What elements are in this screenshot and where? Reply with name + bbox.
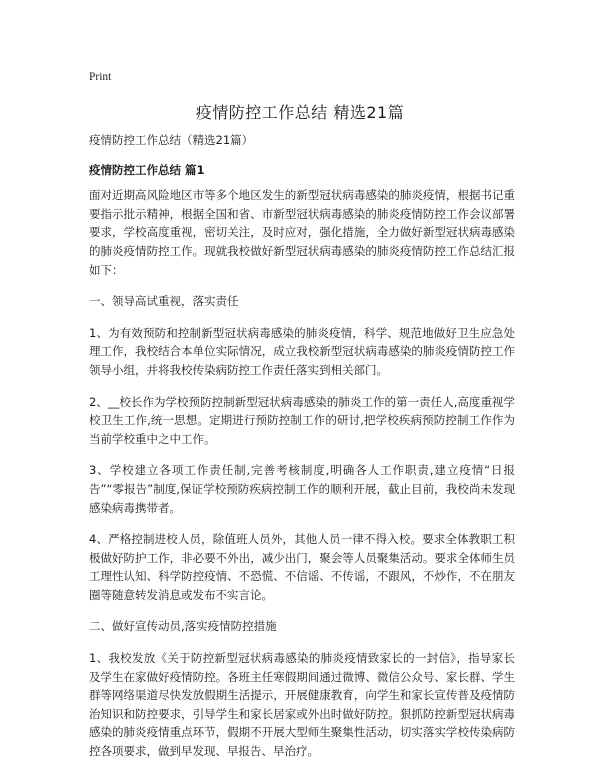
- page-title: 疫情防控工作总结 精选21篇: [195, 103, 405, 122]
- heading-one: 一、领导高试重视，落实责任: [89, 294, 239, 309]
- intro-paragraph: 面对近期高风险地区市等多个地区发生的新型冠状病毒感染的肺炎疫情，根据书记重要指示批示精神，根据全国和省、市新型冠状病毒感染的肺炎疫情防控工作会议部署要求，学校高度重视，密切关注，及时应对，强化措施，全力做好新型冠状病毒感染的肺炎疫情防控工作。现就我校做好新型冠状病毒感染的肺炎疫情防控工作总结汇报如下：: [89, 188, 515, 277]
- paragraph-1-3: 3、学校建立各项工作责任制,完善考核制度,明确各人工作职责,建立疫情“日报告”“零报告”制度,保证学校预防疾病控制工作的顺利开展，截止目前，我校尚未发现感染病毒携带者。: [89, 463, 515, 515]
- paragraph-1-4: 4、严格控制进校人员，除值班人员外，其他人员一律不得入校。要求全体教职工积极做好防护工作，非必要不外出，减少出门，聚会等人员聚集活动。要求全体师生员工理性认知、科学防控疫情、不恐慌、不信谣、不传谣，不跟风，不炒作，不在朋友圈等随意转发消息或发布不实言论。: [89, 532, 515, 602]
- document-subtitle: 疫情防控工作总结（精选21篇）: [89, 133, 254, 147]
- paragraph-1-2: 2、__校长作为学校预防控制新型冠状病毒感染的肺炎工作的第一责任人,高度重视学校卫生工作,统一思想。定期进行预防控制工作的研讨,把学校疾病预防控制工作作为当前学校重中之中工作。: [89, 394, 515, 446]
- paragraph-2-1: 1、我校发放《关于防控新型冠状病毒感染的肺炎疫情致家长的一封信》，指导家长及学生在家做好疫情防控。各班主任寒假期间通过微博、微信公众号、家长群、学生群等网络渠道尽快发放假期生活提示，开展健康教育，向学生和家长宣传普及疫情防治知识和防控要求，引导学生和家长居家或外出时做好防控。狠抓防控新型冠状病毒感染的肺炎疫情重点环节，假期不开展大型师生聚集性活动，切实落实学校传染病防控各项要求，做到早发现、早报告、早治疗。: [89, 651, 515, 759]
- heading-two: 二、做好宣传动员,落实疫情防控措施: [89, 619, 277, 634]
- print-link[interactable]: Print: [89, 71, 112, 83]
- document-body: [89, 131, 515, 774]
- paragraph-1-1: 1、为有效预防和控制新型冠状病毒感染的肺炎疫情，科学、规范地做好卫生应急处理工作，我校结合本单位实际情况，成立我校新型冠状病毒感染的肺炎疫情防控工作领导小组，并将我校传染病防控工作责任落实到相关部门。: [89, 325, 515, 377]
- section-heading: 疫情防控工作总结 篇1: [89, 162, 205, 177]
